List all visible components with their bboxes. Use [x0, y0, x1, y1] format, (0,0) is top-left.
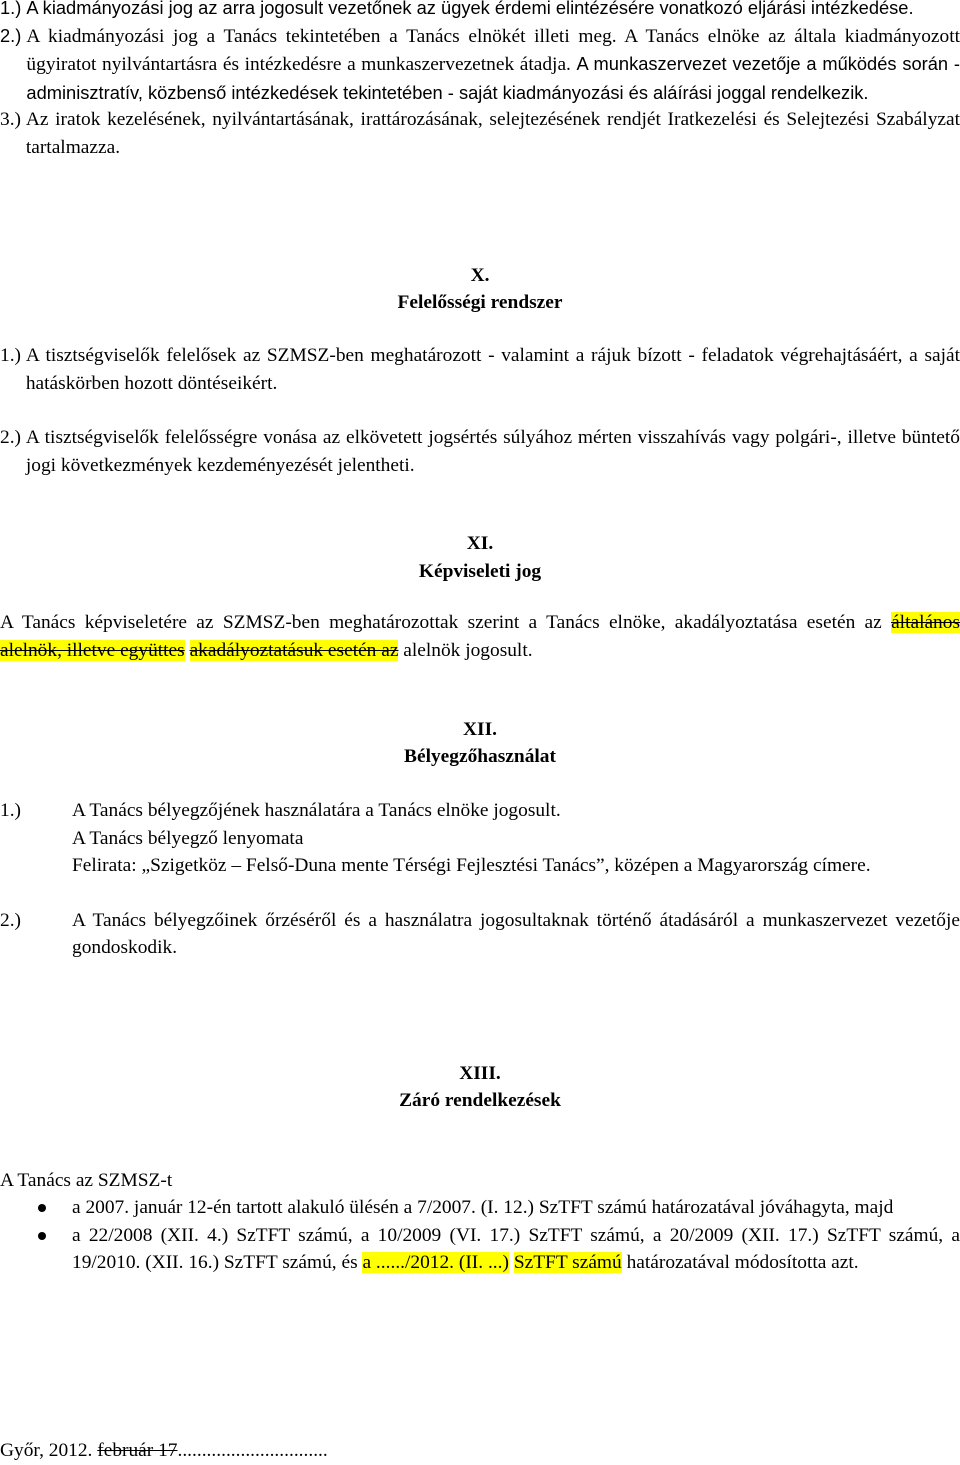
item-number: 2.) — [0, 427, 26, 448]
item-text: Az iratok kezelésének, nyilvántartásának, irattározásának, selejtezésének rendjét Iratkezelési és Selejtezési Szabályzat tartalmazza. — [25, 109, 960, 158]
section-13-title: Záró rendelkezések — [399, 1090, 561, 1111]
section-11-number: XI. — [466, 533, 494, 554]
bullet-icon — [0, 1222, 72, 1277]
signature-line — [0, 1437, 960, 1465]
bullet-icon — [0, 1194, 72, 1222]
deleted-text: akadályoztatásuk esetén az — [189, 639, 399, 661]
paragraph-text: A kiadmányozási jog a Tanács tekintetében a Tanács elnökét illeti meg. A Tanács elnöke az általa kiadmányozott ügyiratot nyilvántartásra és intézkedésre a munkaszervezetnek átadja. — [26, 25, 960, 75]
place-date: Győr, 2012. — [0, 1440, 98, 1461]
section-10-body — [0, 342, 960, 479]
list-item — [0, 342, 960, 397]
section-9-body — [0, 0, 960, 161]
highlighted-text: SzTFT számú — [513, 1252, 622, 1273]
item-number: 2.) — [0, 24, 27, 46]
section-10-number: X. — [470, 265, 490, 286]
item-text: a 2007. január 12-én tartott alakuló ülésén a 7/2007. (I. 12.) SzTFT számú határozatával jóváhagyta, majd — [72, 1197, 894, 1218]
item-number: 1.) — [0, 345, 26, 366]
item-text: A tisztségviselők felelősek az SZMSZ-ben meghatározott - valamint a rájuk bízott - feladatok végrehajtásáért, a saját hatáskörben hozott döntéseikért. — [25, 345, 960, 394]
section-13-number: XIII. — [459, 1063, 501, 1084]
section-13-list — [0, 1194, 960, 1277]
date-dots: ............................... — [177, 1440, 328, 1461]
item-number: 2.) — [0, 909, 22, 931]
list-item — [0, 1222, 960, 1277]
item-text: A tisztségviselők felelősségre vonása az elkövetett jogsértés súlyához mérten visszahívás vagy polgári-, illetve büntető jogi következmények kezdeményezését jelentheti. — [25, 427, 960, 476]
section-11-paragraph — [0, 609, 960, 664]
item-text: Felirata: „Szigetköz – Felső-Duna mente Térségi Fejlesztési Tanács”, középen a Magyarország címere. — [72, 855, 871, 876]
section-11-title: Képviseleti jog — [418, 561, 542, 582]
list-item — [0, 797, 960, 880]
item-text — [26, 22, 960, 107]
section-12-body — [0, 797, 960, 962]
item-text: A Tanács bélyegző lenyomata — [72, 827, 304, 849]
item-number: 3.) — [0, 109, 26, 130]
section-13-intro: A Tanács az SZMSZ-t — [0, 1170, 173, 1191]
paragraph-text: A Tanács képviseletére az SZMSZ-ben meghatározottak szerint a Tanács elnöke, akadályoztatása esetén az — [0, 612, 892, 633]
list-item — [0, 22, 960, 107]
list-item — [0, 424, 960, 479]
list-item — [0, 1194, 960, 1222]
deleted-text: általános alelnök, illetve együttes — [0, 612, 960, 661]
section-12-title: Bélyegzőhasználat — [404, 746, 556, 767]
paragraph-text: alelnök jogosult. — [398, 639, 533, 661]
section-12-number: XII. — [463, 719, 497, 740]
deleted-date: február 17 — [97, 1440, 178, 1461]
highlighted-text: a ....../2012. (II. ...) — [362, 1252, 509, 1273]
list-item — [0, 907, 960, 962]
item-text: A kiadmányozási jog az arra jogosult vezetőnek az ügyek érdemi elintézésére vonatkozó eljárási intézkedése. — [26, 0, 914, 18]
paragraph-text: A munkaszervezet vezetője a működés során - adminisztratív, közbenső intézkedések tekintetében - saját kiadmányozási és aláírási joggal rendelkezik. — [26, 53, 960, 103]
item-text: A Tanács bélyegzőinek őrzéséről és a használatra jogosultaknak történő átadásáról a munkaszervezet vezetője gondoskodik. — [72, 909, 960, 958]
section-10-title: Felelősségi rendszer — [397, 292, 563, 313]
item-number: 1.) — [0, 0, 27, 18]
item-number: 1.) — [0, 800, 22, 821]
item-text: a 22/2008 (XII. 4.) SzTFT számú, a 10/2009 (VI. 17.) SzTFT számú, a 20/2009 (XII. 17.) SzTFT számú, a 19/2010. (XII. 16.) SzTFT számú, és a ....../2012. (II. ...) SzTFT számú határozatával módosította azt. — [72, 1224, 960, 1273]
list-item — [0, 106, 960, 161]
item-text: A Tanács bélyegzőjének használatára a Tanács elnöke jogosult. — [72, 800, 561, 821]
list-item — [0, 0, 960, 22]
